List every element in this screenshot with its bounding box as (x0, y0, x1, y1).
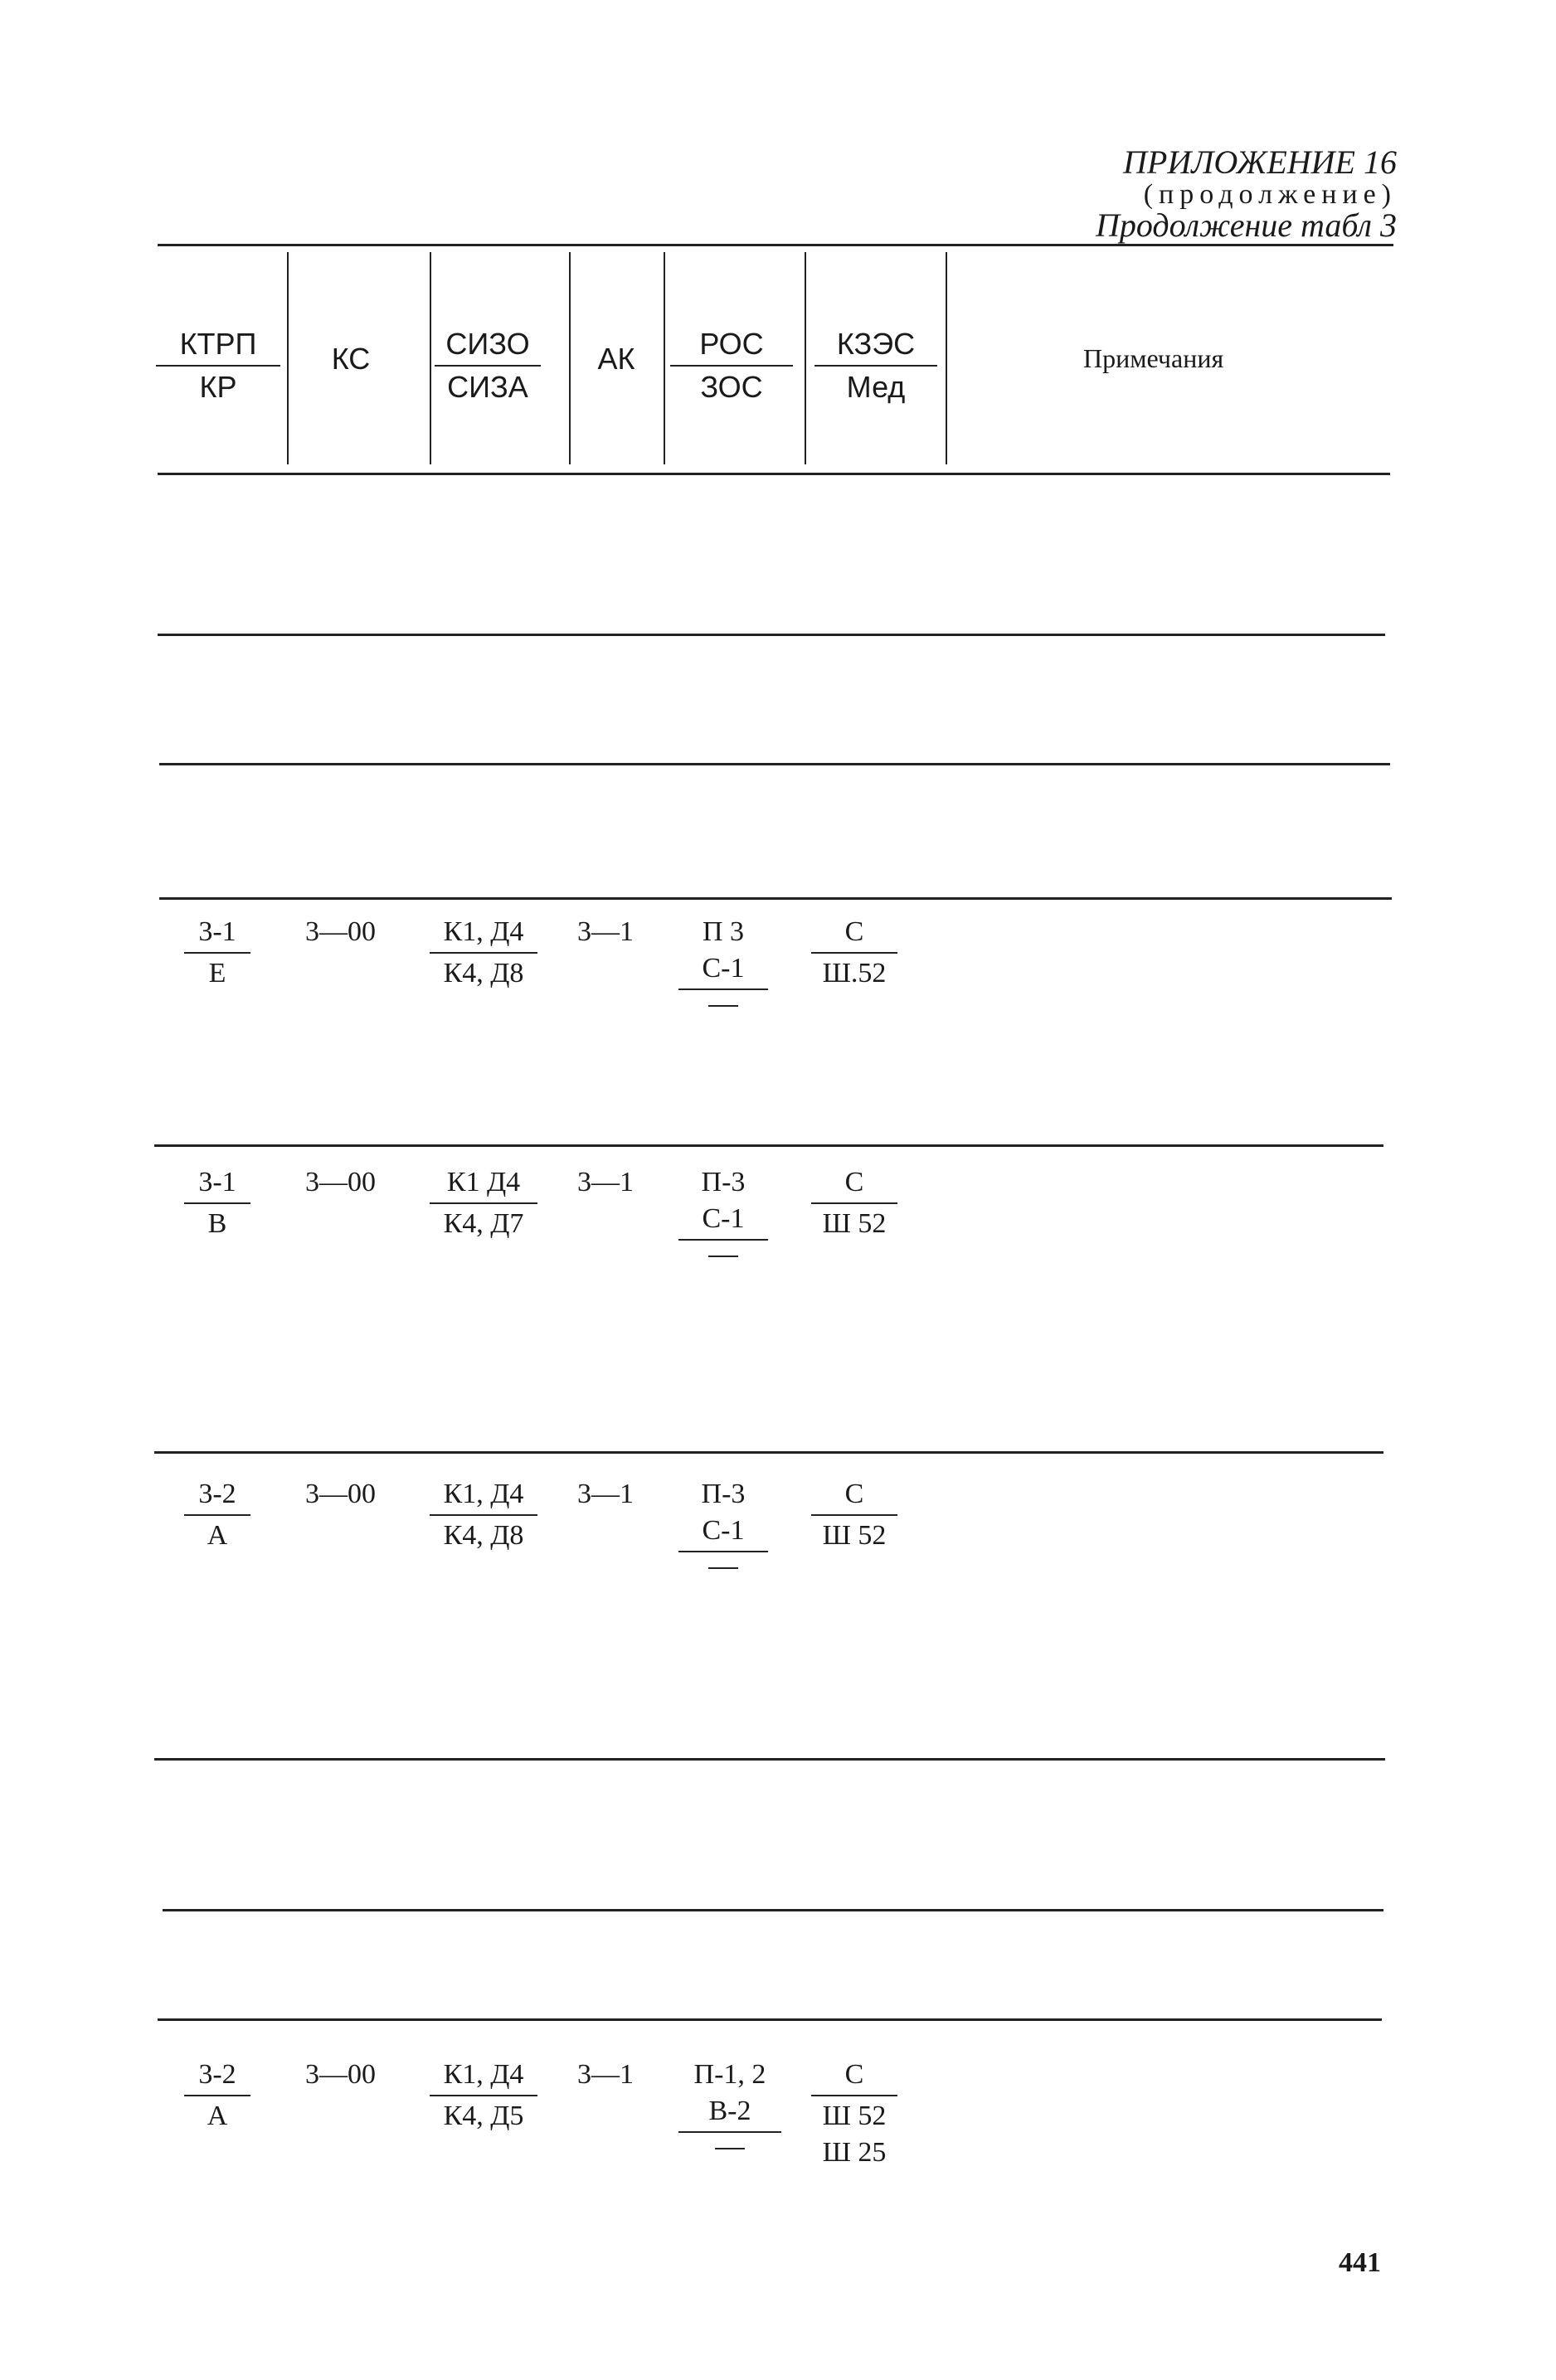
fraction-bar (811, 1202, 897, 1204)
cell-ak: 3—1 (577, 2059, 634, 2090)
col-head-ros: РОС (699, 327, 764, 361)
cell-ks: 3—00 (305, 916, 376, 947)
cell-ktrp: 3-2 (198, 1479, 236, 1509)
col-head-notes: Примечания (1083, 343, 1224, 373)
fraction-bar (670, 365, 793, 367)
cell-med: Ш.52 (822, 958, 887, 988)
cell-extra-dash (715, 2148, 745, 2149)
cell-sizo: К1, Д4 (443, 1479, 524, 1509)
fraction-bar (678, 1239, 768, 1241)
cell-ks: 3—00 (305, 2059, 376, 2090)
row-separator (159, 763, 1390, 765)
col-head-sizo: СИЗО (445, 327, 530, 361)
header-bottom-rule (158, 473, 1390, 475)
cell-siza: К4, Д8 (443, 958, 524, 988)
col-separator (430, 252, 431, 464)
cell-med-extra: Ш 25 (822, 2137, 887, 2168)
fraction-bar (435, 365, 541, 367)
appendix-title: ПРИЛОЖЕНИЕ 16 (1123, 143, 1397, 181)
cell-med: Ш 52 (822, 2101, 887, 2131)
cell-sizo-siza (430, 914, 537, 992)
col-head-zos: ЗОС (700, 370, 763, 404)
cell-siza: К4, Д8 (443, 1520, 524, 1551)
col-head-kr: КР (199, 370, 237, 404)
col-separator (946, 252, 947, 464)
fraction-bar (430, 1514, 537, 1516)
col-separator (805, 252, 806, 464)
cell-sizo-siza (430, 1476, 537, 1554)
col-head-ks: КС (331, 342, 371, 376)
cell-ktrp-kr (184, 1476, 250, 1554)
cell-zos: С-1 (702, 1515, 745, 1546)
fraction-bar (814, 365, 937, 367)
cell-ros: П-1, 2 (693, 2059, 766, 2090)
col-head-ros-zos (670, 325, 793, 406)
fraction-bar (678, 988, 768, 990)
cell-kzes-med (811, 2057, 897, 2171)
cell-ktrp-kr (184, 1164, 250, 1242)
cell-kr: Е (208, 958, 226, 988)
cell-kzes: С (844, 1167, 864, 1197)
cell-sizo: К1, Д4 (443, 916, 524, 947)
cell-ros-zos (678, 2057, 781, 2149)
cell-sizo: К1 Д4 (446, 1167, 521, 1197)
col-head-kzes: КЗЭС (836, 327, 916, 361)
cell-ak: 3—1 (577, 916, 634, 947)
cell-kzes: С (844, 916, 864, 947)
cell-kzes-med (811, 1476, 897, 1554)
cell-kr: А (207, 1520, 228, 1551)
fraction-bar (430, 2095, 537, 2096)
col-head-ak: АК (597, 342, 635, 376)
cell-zos: В-2 (708, 2096, 751, 2126)
fraction-bar (430, 952, 537, 954)
fraction-bar (184, 1202, 250, 1204)
cell-med: Ш 52 (822, 1208, 887, 1239)
cell-ak: 3—1 (577, 1479, 634, 1509)
fraction-bar (156, 365, 280, 367)
cell-sizo: К1, Д4 (443, 2059, 524, 2090)
fraction-bar (811, 1514, 897, 1516)
appendix-continued: (продолжение) (1143, 179, 1397, 210)
header-top-rule (158, 244, 1393, 246)
cell-ktrp: 3-1 (198, 916, 236, 947)
cell-ros: П-3 (701, 1167, 746, 1197)
row-separator (154, 1144, 1383, 1147)
cell-ak: 3—1 (577, 1167, 634, 1197)
cell-kzes-med (811, 914, 897, 992)
cell-sizo-siza (430, 1164, 537, 1242)
cell-sizo-siza (430, 2057, 537, 2135)
row-separator (158, 2018, 1382, 2021)
page-number: 441 (1339, 2247, 1381, 2278)
cell-extra-dash (708, 1256, 738, 1257)
fraction-bar (678, 1551, 768, 1552)
cell-extra-dash (708, 1005, 738, 1007)
cell-ktrp-kr (184, 2057, 250, 2135)
fraction-bar (811, 952, 897, 954)
cell-ros-zos (678, 1476, 768, 1569)
cell-kzes-med (811, 1164, 897, 1242)
fraction-bar (184, 1514, 250, 1516)
cell-zos: С-1 (702, 1203, 745, 1234)
col-head-sizo-siza (435, 325, 541, 406)
col-separator (287, 252, 289, 464)
table-continued-label: Продолжение табл 3 (1095, 206, 1397, 244)
row-separator (158, 634, 1385, 636)
cell-kzes: С (844, 2059, 864, 2090)
col-separator (664, 252, 665, 464)
cell-siza: К4, Д7 (443, 1208, 524, 1239)
cell-ktrp-kr (184, 914, 250, 992)
col-head-kzes-med (814, 325, 937, 406)
col-head-ktrp: КТРП (179, 327, 257, 361)
cell-ks: 3—00 (305, 1479, 376, 1509)
fraction-bar (184, 952, 250, 954)
row-separator (159, 897, 1392, 900)
fraction-bar (430, 1202, 537, 1204)
cell-ktrp: 3-1 (198, 1167, 236, 1197)
cell-zos: С-1 (702, 953, 745, 984)
fraction-bar (811, 2095, 897, 2096)
cell-kr: А (207, 2101, 228, 2131)
cell-ros-zos (678, 1164, 768, 1257)
cell-ros: П 3 (702, 916, 745, 947)
fraction-bar (184, 2095, 250, 2096)
col-head-med: Мед (846, 370, 906, 404)
cell-kr: В (207, 1208, 227, 1239)
cell-siza: К4, Д5 (443, 2101, 524, 2131)
cell-med: Ш 52 (822, 1520, 887, 1551)
row-separator (163, 1909, 1383, 1911)
row-separator (154, 1451, 1383, 1454)
cell-ros: П-3 (701, 1479, 746, 1509)
fraction-bar (678, 2131, 781, 2133)
cell-extra-dash (708, 1567, 738, 1569)
col-separator (569, 252, 571, 464)
col-head-ktrp-kr (156, 325, 280, 406)
cell-ks: 3—00 (305, 1167, 376, 1197)
row-separator (154, 1758, 1385, 1761)
cell-ktrp: 3-2 (198, 2059, 236, 2090)
col-head-siza: СИЗА (447, 370, 528, 404)
cell-ros-zos (678, 914, 768, 1007)
cell-kzes: С (844, 1479, 864, 1509)
